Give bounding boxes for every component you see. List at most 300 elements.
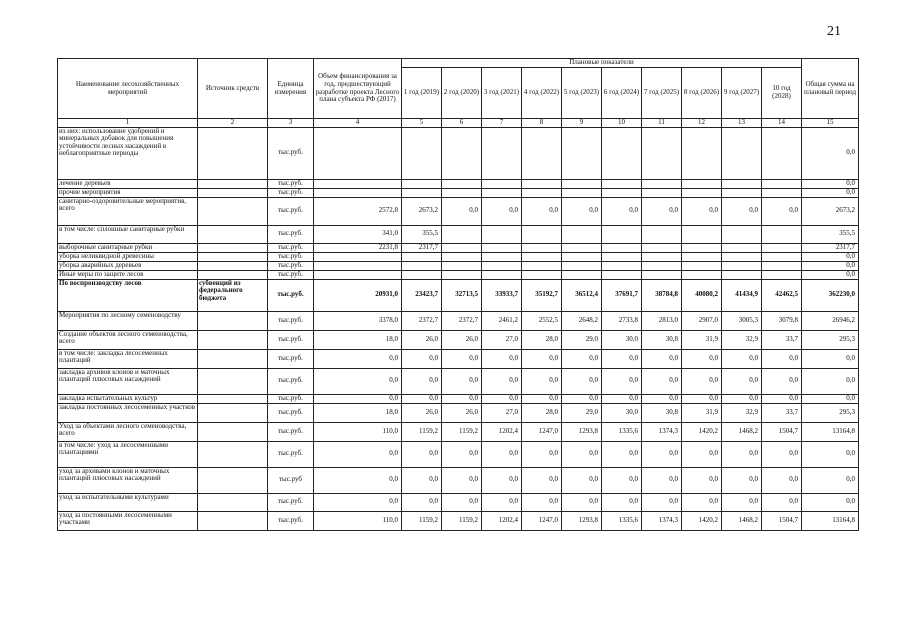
table-row [58,270,859,279]
row-year-value: 32713,5 [442,279,482,311]
row-year-value: 30,8 [642,403,682,422]
row-year-value: 0,0 [642,349,682,368]
row-unit: тыс.руб. [268,349,314,368]
row-volume-2017: 2572,8 [314,197,402,225]
column-number: 9 [562,119,602,128]
row-year-value [482,127,522,179]
row-total: 2673,2 [802,197,859,225]
row-source [198,225,268,243]
row-year-value: 0,0 [522,467,562,493]
header-total: Общая сумма на плановый период [802,59,859,119]
table-row [58,394,859,403]
row-source [198,511,268,530]
row-year-value: 2552,5 [522,311,562,330]
row-volume-2017: 110,0 [314,422,402,441]
row-year-value [602,127,642,179]
row-unit: тыс.руб. [268,279,314,311]
row-year-value: 0,0 [442,467,482,493]
row-year-value: 0,0 [642,467,682,493]
row-year-value: 30,0 [602,330,642,349]
row-total: 0,0 [802,261,859,270]
row-year-value: 0,0 [762,394,802,403]
row-year-value: 37691,7 [602,279,642,311]
row-total: 13164,8 [802,422,859,441]
row-year-value [562,270,602,279]
row-year-value [682,261,722,270]
row-year-value [722,188,762,197]
row-volume-2017: 0,0 [314,467,402,493]
row-year-value: 33,7 [762,330,802,349]
row-name: уход за архивами клонов и маточных плантаций плюсовых насаждений [58,467,198,493]
row-year-value: 0,0 [562,368,602,394]
row-year-value: 27,0 [482,330,522,349]
row-volume-2017: 0,0 [314,394,402,403]
row-year-value: 27,0 [482,403,522,422]
row-year-value: 0,0 [682,368,722,394]
row-year-value: 0,0 [522,368,562,394]
column-number: 3 [268,119,314,128]
row-year-value [642,188,682,197]
row-volume-2017: 20931,0 [314,279,402,311]
row-year-value [722,252,762,261]
row-total: 26946,2 [802,311,859,330]
row-year-value: 1202,4 [482,511,522,530]
table-row [58,225,859,243]
row-source [198,270,268,279]
header-plan-group: Плановые показатели [402,59,802,68]
row-year-value: 33933,7 [482,279,522,311]
row-unit: тыс.руб. [268,197,314,225]
row-year-value: 0,0 [682,349,722,368]
row-year-value: 42462,5 [762,279,802,311]
row-year-value: 40080,2 [682,279,722,311]
row-year-value [642,270,682,279]
row-year-value: 0,0 [682,467,722,493]
row-volume-2017: 18,0 [314,330,402,349]
row-year-value: 0,0 [402,394,442,403]
row-year-value: 0,0 [482,197,522,225]
row-year-value: 0,0 [722,441,762,467]
row-year-value [522,188,562,197]
row-volume-2017: 0,0 [314,368,402,394]
row-year-value: 2673,2 [402,197,442,225]
row-year-value [402,252,442,261]
row-year-value: 0,0 [602,197,642,225]
row-source [198,368,268,394]
row-year-value: 0,0 [442,441,482,467]
row-volume-2017 [314,179,402,188]
column-number: 15 [802,119,859,128]
row-year-value: 0,0 [402,493,442,511]
row-unit: тыс.руб. [268,511,314,530]
row-year-value [642,261,682,270]
row-year-value [642,252,682,261]
row-year-value: 0,0 [522,441,562,467]
row-year-value: 31,9 [682,403,722,422]
table-row [58,403,859,422]
row-year-value: 0,0 [762,197,802,225]
header-unit: Единица измерения [268,59,314,119]
row-year-value: 31,9 [682,330,722,349]
row-volume-2017: 18,0 [314,403,402,422]
row-year-value [562,179,602,188]
row-name: Создание объектов лесного семеноводства, всего [58,330,198,349]
row-year-value: 0,0 [442,493,482,511]
row-year-value: 32,9 [722,403,762,422]
row-total: 295,3 [802,403,859,422]
row-name: уход за испытательными культурами [58,493,198,511]
header-year: 9 год (2027) [722,68,762,119]
row-year-value: 0,0 [762,441,802,467]
row-total: 295,3 [802,330,859,349]
row-year-value [522,261,562,270]
row-year-value: 1374,3 [642,511,682,530]
row-source [198,403,268,422]
row-year-value [722,261,762,270]
row-year-value: 0,0 [482,467,522,493]
row-unit: тыс.руб. [268,225,314,243]
row-unit: тыс.руб. [268,441,314,467]
row-source [198,330,268,349]
row-unit: тыс.руб. [268,422,314,441]
row-year-value: 0,0 [482,441,522,467]
row-volume-2017: 110,0 [314,511,402,530]
header-source: Источник средств [198,59,268,119]
row-year-value [442,243,482,252]
row-volume-2017 [314,270,402,279]
row-volume-2017: 341,0 [314,225,402,243]
row-year-value [522,179,562,188]
row-total: 0,0 [802,252,859,261]
row-name: выборочные санитарные рубки [58,243,198,252]
column-number: 12 [682,119,722,128]
row-year-value: 1468,2 [722,511,762,530]
row-name: лечение деревьев [58,179,198,188]
row-source [198,349,268,368]
row-year-value [642,179,682,188]
row-total: 0,0 [802,441,859,467]
row-year-value [442,188,482,197]
row-year-value [482,270,522,279]
row-year-value: 26,0 [442,330,482,349]
row-source [198,127,268,179]
row-year-value: 2372,7 [402,311,442,330]
row-year-value [762,243,802,252]
header-year: 7 год (2025) [642,68,682,119]
row-year-value: 0,0 [402,467,442,493]
row-year-value: 2907,0 [682,311,722,330]
row-total: 2317,7 [802,243,859,252]
row-year-value [442,252,482,261]
row-year-value: 0,0 [642,394,682,403]
row-year-value: 1374,3 [642,422,682,441]
row-volume-2017: 3378,0 [314,311,402,330]
row-name: в том числе: сплошные санитарные рубки [58,225,198,243]
row-total: 13164,8 [802,511,859,530]
header-year: 3 год (2021) [482,68,522,119]
table-row [58,197,859,225]
row-source [198,467,268,493]
header-year: 4 год (2022) [522,68,562,119]
row-year-value [762,270,802,279]
column-number: 11 [642,119,682,128]
row-unit: тыс.руб. [268,368,314,394]
row-year-value: 36512,4 [562,279,602,311]
row-year-value: 0,0 [602,467,642,493]
row-name: закладка испытательных культур [58,394,198,403]
row-year-value [602,261,642,270]
row-year-value [722,179,762,188]
table-row [58,261,859,270]
row-year-value [762,225,802,243]
row-source [198,394,268,403]
table-row [58,349,859,368]
row-unit: тыс.руб. [268,252,314,261]
row-year-value: 0,0 [602,368,642,394]
row-year-value: 0,0 [562,349,602,368]
row-year-value: 1159,2 [402,511,442,530]
row-year-value: 0,0 [762,493,802,511]
row-unit: тыс.руб [268,467,314,493]
row-year-value: 1504,7 [762,511,802,530]
header-year: 6 год (2024) [602,68,642,119]
table-row [58,368,859,394]
row-year-value: 0,0 [642,441,682,467]
row-year-value: 0,0 [562,197,602,225]
row-name: в том числе: уход за лесосеменными плантациями [58,441,198,467]
row-year-value: 0,0 [762,467,802,493]
column-number: 2 [198,119,268,128]
row-total: 362230,0 [802,279,859,311]
row-year-value: 1159,2 [402,422,442,441]
row-year-value [682,243,722,252]
row-unit: тыс.руб. [268,243,314,252]
row-name: По воспроизводству лесов [58,279,198,311]
row-year-value: 0,0 [722,349,762,368]
header-volume: Объем финансирования за год, предшествующий разработке проекта Лесного плана субъекта РФ (2017) [314,59,402,119]
row-total: 0,0 [802,493,859,511]
row-year-value: 30,0 [602,403,642,422]
row-year-value [402,127,442,179]
row-year-value [442,270,482,279]
row-year-value: 3005,3 [722,311,762,330]
row-unit: тыс.руб. [268,394,314,403]
row-year-value: 1159,2 [442,511,482,530]
row-year-value [762,179,802,188]
row-year-value [722,270,762,279]
row-year-value: 1420,2 [682,511,722,530]
row-year-value [442,127,482,179]
row-total: 0,0 [802,270,859,279]
row-year-value [722,127,762,179]
row-year-value: 0,0 [602,493,642,511]
row-total: 0,0 [802,179,859,188]
row-year-value [562,252,602,261]
row-year-value: 0,0 [482,349,522,368]
row-name: уборка неликвидной древесины [58,252,198,261]
row-year-value: 0,0 [442,349,482,368]
row-year-value [522,225,562,243]
row-year-value: 0,0 [762,368,802,394]
table-row [58,243,859,252]
row-year-value [402,261,442,270]
table-row [58,441,859,467]
row-year-value: 0,0 [442,368,482,394]
row-name: санитарно-оздоровительные мероприятия, всего [58,197,198,225]
row-name: в том числе: закладка лесосеменных плантаций [58,349,198,368]
row-year-value: 28,0 [522,330,562,349]
row-year-value [642,127,682,179]
row-year-value: 0,0 [402,368,442,394]
row-year-value [682,252,722,261]
row-year-value: 0,0 [602,441,642,467]
row-year-value [482,243,522,252]
row-total: 0,0 [802,368,859,394]
row-year-value [602,188,642,197]
column-number: 6 [442,119,482,128]
row-source [198,311,268,330]
row-unit: тыс.руб. [268,270,314,279]
row-year-value [522,127,562,179]
row-year-value: 0,0 [722,368,762,394]
row-year-value [562,127,602,179]
row-year-value [482,252,522,261]
row-year-value [642,225,682,243]
page-number: 21 [827,24,841,39]
row-name: закладка архивов клонов и маточных плантаций плюсовых насаждений [58,368,198,394]
row-total: 355,5 [802,225,859,243]
row-source: субвенций из федерального бюджета [198,279,268,311]
row-source [198,493,268,511]
row-name: Иные меры по защите лесов [58,270,198,279]
row-year-value: 0,0 [442,394,482,403]
row-source [198,252,268,261]
row-year-value [602,179,642,188]
row-year-value [602,270,642,279]
row-year-value [562,225,602,243]
row-year-value: 29,0 [562,403,602,422]
row-total: 0,0 [802,349,859,368]
row-year-value [762,252,802,261]
row-year-value: 0,0 [522,394,562,403]
table-row [58,311,859,330]
row-year-value: 1335,6 [602,511,642,530]
row-year-value: 1159,2 [442,422,482,441]
row-year-value [442,225,482,243]
header-year: 5 год (2023) [562,68,602,119]
row-year-value [522,252,562,261]
row-volume-2017 [314,188,402,197]
row-year-value: 33,7 [762,403,802,422]
row-unit: тыс.руб. [268,127,314,179]
column-number: 10 [602,119,642,128]
row-year-value: 0,0 [402,441,442,467]
row-unit: тыс.руб. [268,261,314,270]
row-year-value: 41434,9 [722,279,762,311]
row-year-value: 0,0 [642,368,682,394]
row-year-value: 0,0 [762,349,802,368]
row-year-value: 2461,2 [482,311,522,330]
table-row [58,511,859,530]
row-volume-2017 [314,252,402,261]
row-year-value: 29,0 [562,330,602,349]
row-unit: тыс.руб. [268,179,314,188]
row-year-value [562,188,602,197]
row-year-value: 1420,2 [682,422,722,441]
row-unit: тыс.руб. [268,493,314,511]
row-year-value: 0,0 [682,394,722,403]
row-year-value: 0,0 [682,441,722,467]
row-source [198,188,268,197]
row-name: Мероприятия по лесному семеноводству [58,311,198,330]
row-year-value: 3079,8 [762,311,802,330]
row-year-value: 1504,7 [762,422,802,441]
row-year-value: 38784,8 [642,279,682,311]
row-year-value [402,270,442,279]
row-year-value: 0,0 [482,368,522,394]
row-volume-2017: 2231,8 [314,243,402,252]
column-number: 8 [522,119,562,128]
row-name: прочие мероприятия [58,188,198,197]
row-year-value: 1247,0 [522,511,562,530]
row-year-value: 0,0 [642,493,682,511]
row-year-value: 0,0 [522,349,562,368]
header-name: Наименование лесохозяйственных мероприятий [58,59,198,119]
row-year-value [562,261,602,270]
row-year-value: 1468,2 [722,422,762,441]
row-volume-2017: 0,0 [314,441,402,467]
row-source [198,441,268,467]
table-row [58,422,859,441]
row-year-value: 0,0 [722,467,762,493]
row-year-value [602,225,642,243]
row-year-value: 0,0 [722,493,762,511]
row-year-value [682,270,722,279]
row-year-value: 30,8 [642,330,682,349]
row-year-value [482,225,522,243]
row-year-value: 0,0 [482,493,522,511]
row-year-value [762,261,802,270]
row-year-value: 0,0 [522,197,562,225]
row-year-value: 35192,7 [522,279,562,311]
row-source [198,179,268,188]
row-year-value [482,179,522,188]
column-number: 4 [314,119,402,128]
row-year-value: 0,0 [562,493,602,511]
row-name: закладка постоянных лесосеменных участков [58,403,198,422]
row-year-value: 2813,0 [642,311,682,330]
row-name: Уход за объектами лесного семеноводства, всего [58,422,198,441]
row-total: 0,0 [802,394,859,403]
row-year-value: 0,0 [682,493,722,511]
table-row [58,467,859,493]
table-row [58,493,859,511]
row-year-value: 1293,8 [562,511,602,530]
row-year-value: 2372,7 [442,311,482,330]
row-year-value: 1247,0 [522,422,562,441]
row-year-value [682,225,722,243]
row-year-value [682,179,722,188]
row-unit: тыс.руб. [268,188,314,197]
header-year: 10 год (2028) [762,68,802,119]
row-unit: тыс.руб. [268,403,314,422]
row-volume-2017 [314,261,402,270]
row-year-value: 0,0 [602,349,642,368]
column-number: 14 [762,119,802,128]
row-year-value [402,179,442,188]
column-number: 7 [482,119,522,128]
row-name: из них: использование удобрений и минеральных добавок для повышения устойчивости лесных насаждений в неблагоприятные периоды [58,127,198,179]
